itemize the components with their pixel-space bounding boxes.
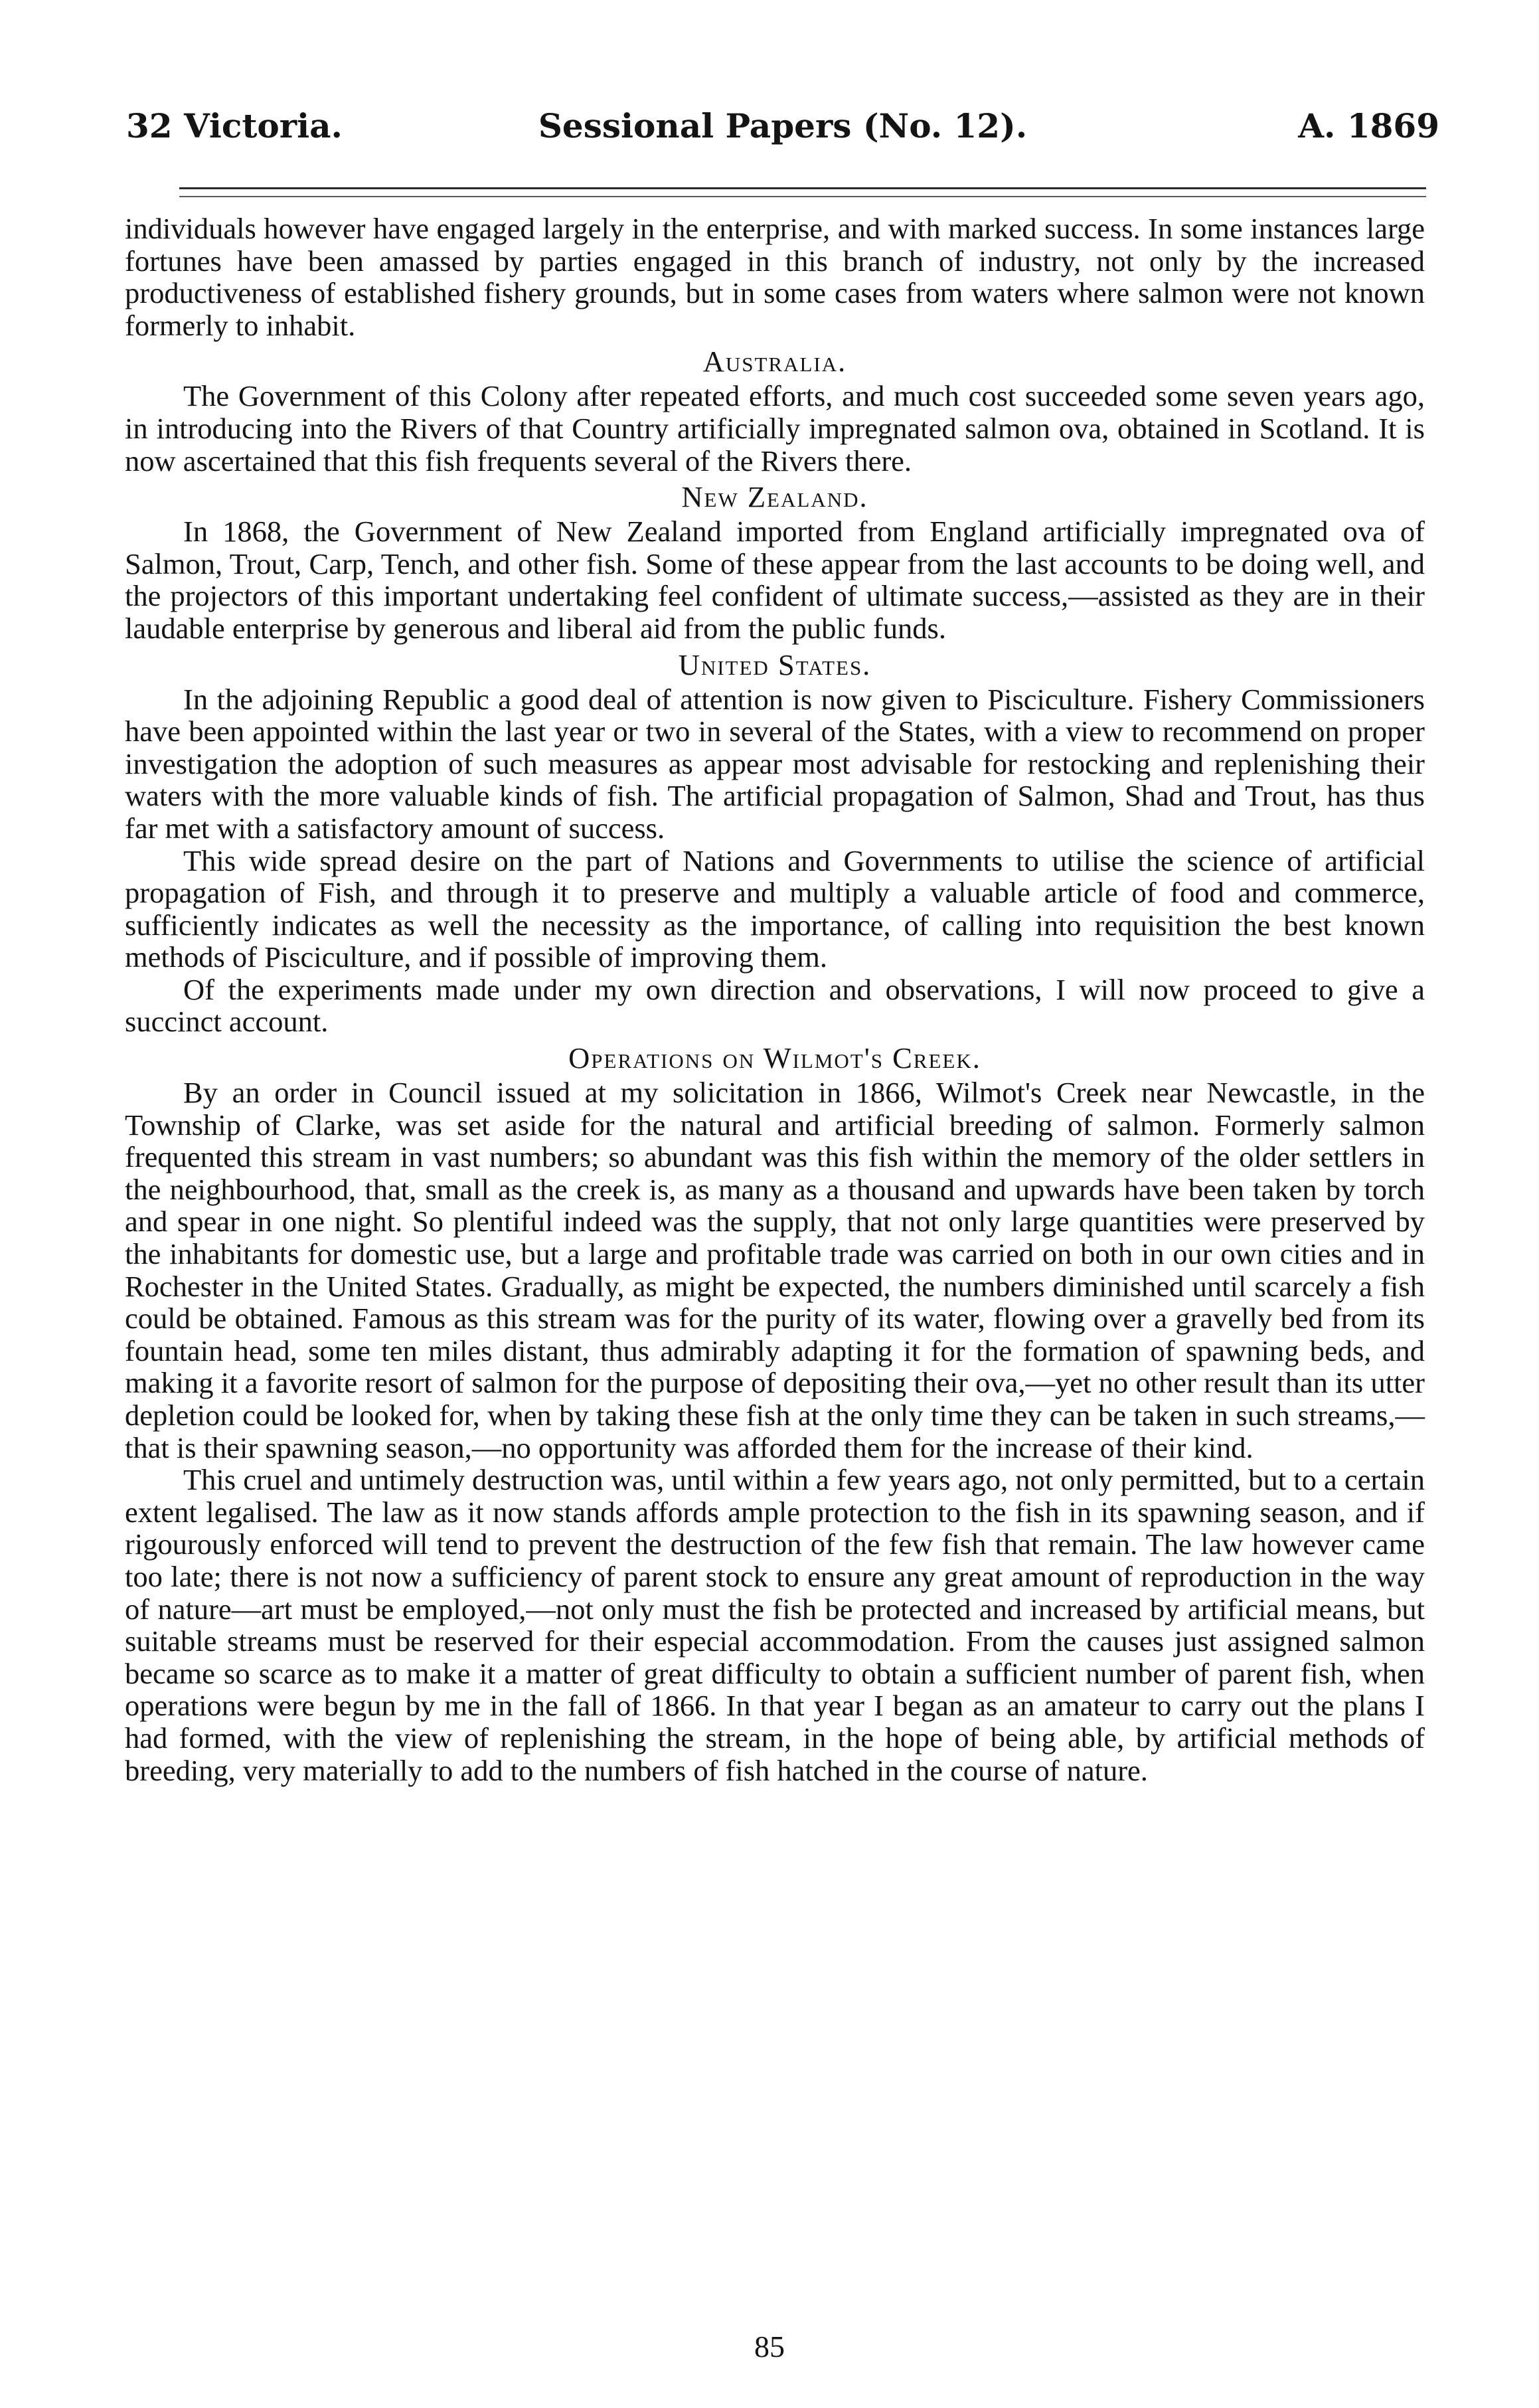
header-rule: [179, 187, 1426, 197]
paragraph-wilmots-creek: By an order in Council issued at my solicitation in 1866, Wilmot's Creek near Newcastle, in the Township of Clarke, was set aside for the natural and artificial breeding of salmon. Formerly salmon frequented this stream in vast numbers; so abundant was this fish within the memory of the older settlers in the neighbourhood, that, small as the creek is, as many as a thousand and upwards have been taken by torch and spear in one night. So plentiful indeed was the supply, that not only large quantities were preserved by the inhabitants for domestic use, but a large and profitable trade was carried on both in our own cities and in Rochester in the United States. Gradually, as might be expected, the numbers diminished until scarcely a fish could be obtained. Famous as this stream was for the purity of its water, flowing over a gravelly bed from its fountain head, some ten miles distant, thus admirably adapting it for the formation of spawning beds, and making it a favorite resort of salmon for the purpose of depositing their ova,—yet no other result than its utter depletion could be looked for, when by taking these fish at the only time they can be taken in such streams,—that is their spawning season,—no opportunity was afforded them for the increase of their kind.: [125, 1076, 1425, 1464]
header-session: 32 Victoria.: [126, 106, 343, 145]
paragraph-continuation: individuals however have engaged largely in the enterprise, and with marked success. In some instances large fortunes have been amassed by parties engaged in this branch of industry, not only by the increased productiveness of established fishery grounds, but in some cases from waters where salmon were not known formerly to inhabit.: [125, 212, 1425, 342]
paragraph-australia: The Government of this Colony after repeated efforts, and much cost succeeded some seven years ago, in introducing into the Rivers of that Country artificially impregnated salmon ova, obtained in Scotland. It is now ascertained that this fish frequents several of the Rivers there.: [125, 379, 1425, 477]
header-year: A. 1869: [1298, 106, 1439, 145]
running-header: [126, 100, 1439, 153]
paragraph-destruction: This cruel and untimely destruction was, until within a few years ago, not only permitted, but to a certain extent legalised. The law as it now stands affords ample protection to the fish in its spawning season, and if rigourously enforced will tend to prevent the destruction of the few fish that remain. The law however came too late; there is not now a sufficiency of parent stock to ensure any great amount of reproduction in the way of nature—art must be employed,—not only must the fish be protected and increased by artificial means, but suitable streams must be reserved for their especial accommodation. From the causes just assigned salmon became so scarce as to make it a matter of great difficulty to obtain a sufficient number of parent fish, when operations were begun by me in the fall of 1866. In that year I began as an amateur to carry out the plans I had formed, with the view of replenishing the stream, in the hope of being able, by artificial methods of breeding, very materially to add to the numbers of fish hatched in the course of nature.: [125, 1463, 1425, 1787]
paragraph-united-states: In the adjoining Republic a good deal of attention is now given to Pisciculture. Fishery Commissioners have been appointed within the last year or two in several of the States, with a view to recommend on proper investigation the adoption of such measures as appear most advisable for restocking and replenishing their waters with the more valuable kinds of fish. The artificial propagation of Salmon, Shad and Trout, has thus far met with a satisfactory amount of success.: [125, 682, 1425, 845]
header-title: Sessional Papers (No. 12).: [538, 106, 1028, 145]
body-text: [125, 213, 1425, 1786]
paragraph-experiments: Of the experiments made under my own direction and observations, I will now proceed to give a succinct account.: [125, 972, 1425, 1039]
section-heading-wilmots-creek: Operations on Wilmot's Creek.: [568, 1041, 981, 1075]
section-heading-new-zealand: New Zealand.: [681, 480, 868, 514]
page-number: 85: [754, 2330, 785, 2364]
section-heading-united-states: United States.: [678, 647, 872, 681]
paragraph-pisciculture-desire: This wide spread desire on the part of Nations and Governments to utilise the science of artificial propagation of Fish, and through it to preserve and multiply a valuable article of food and commerce, sufficiently indicates as well the necessity as the importance, of calling into requisition the best known methods of Pisciculture, and if possible of improving them.: [125, 843, 1425, 974]
paragraph-new-zealand: In 1868, the Government of New Zealand imported from England artificially impregnated ova of Salmon, Trout, Carp, Tench, and other fish. Some of these appear from the last accounts to be doing well, and the projectors of this important undertaking feel confident of ultimate success,—assisted as they are in their laudable enterprise by generous and liberal aid from the public funds.: [125, 515, 1425, 645]
section-heading-australia: Australia.: [702, 345, 847, 379]
